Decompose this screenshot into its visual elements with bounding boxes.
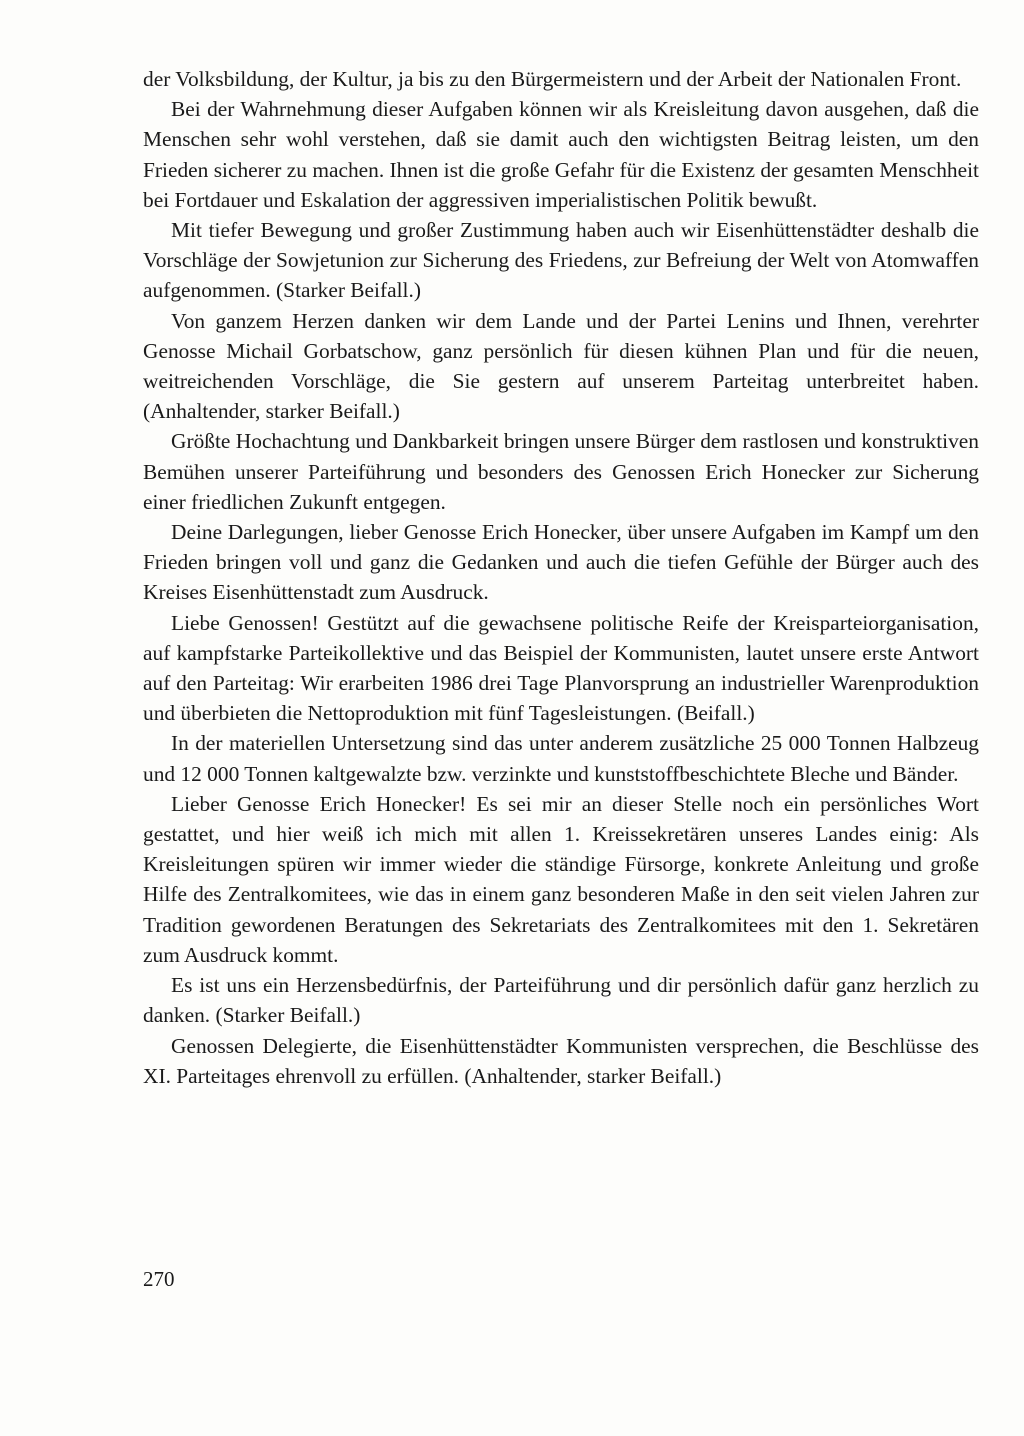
paragraph: Größte Hochachtung und Dankbarkeit bringen unsere Bürger dem rastlosen und konstruktiven Bemühen unserer Parteiführung und besonders des Genossen Erich Honecker zur Sicherung einer friedlichen Zukunft entgegen.: [143, 429, 979, 514]
paragraph: Bei der Wahrnehmung dieser Aufgaben können wir als Kreisleitung davon ausgehen, daß die Menschen sehr wohl verstehen, daß sie damit auch den wichtigsten Beitrag leisten, um den Frieden sicherer zu machen. Ihnen ist die große Gefahr für die Existenz der gesamten Menschheit bei Fortdauer und Eskalation der aggressiven imperialistischen Politik bewußt.: [143, 97, 979, 212]
paragraph: In der materiellen Untersetzung sind das unter anderem zusätzliche 25 000 Tonnen Halbzeug und 12 000 Tonnen kaltgewalzte bzw. verzinkte und kunststoffbeschichtete Bleche und Bänder.: [143, 731, 979, 786]
paragraph: Mit tiefer Bewegung und großer Zustimmung haben auch wir Eisenhüttenstädter deshalb die Vorschläge der Sowjetunion zur Sicherung des Friedens, zur Befreiung der Welt von Atomwaffen aufgenommen. (Starker Beifall.): [143, 218, 979, 303]
paragraph: Deine Darlegungen, lieber Genosse Erich Honecker, über unsere Aufgaben im Kampf um den Frieden bringen voll und ganz die Gedanken und auch die tiefen Gefühle der Bürger auch des Kreises Eisenhüttenstadt zum Ausdruck.: [143, 520, 979, 605]
paragraph: Lieber Genosse Erich Honecker! Es sei mir an dieser Stelle noch ein persönliches Wort gestattet, und hier weiß ich mich mit allen 1. Kreissekretären unseres Landes einig: Als Kreisleitungen spüren wir immer wieder die ständige Fürsorge, konkrete Anleitung und große Hilfe des Zentralkomitees, wie das in einem ganz besonderen Maße in den seit vielen Jahren zur Tradition gewordenen Beratungen des Sekretariats des Zentralkomitees mit den 1. Sekretären zum Ausdruck kommt.: [143, 791, 979, 967]
paragraph: Von ganzem Herzen danken wir dem Lande und der Partei Lenins und Ihnen, verehrter Genosse Michail Gorbatschow, ganz persönlich für diesen kühnen Plan und für die neuen, weitreichenden Vorschläge, die Sie gestern auf unserem Parteitag unterbreitet haben. (Anhaltender, starker Beifall.): [143, 308, 979, 424]
paragraph: Liebe Genossen! Gestützt auf die gewachsene politische Reife der Kreisparteiorganisation, auf kampfstarke Parteikollektive und das Beispiel der Kommunisten, lautet unsere erste Antwort auf den Parteitag: Wir erarbeiten 1986 drei Tage Planvorsprung an industrieller Warenproduktion und überbieten die Nettoproduktion mit fünf Tagesleistungen. (Beifall.): [143, 610, 979, 726]
paragraph: der Volksbildung, der Kultur, ja bis zu den Bürgermeistern und der Arbeit der Nationalen Front.: [143, 67, 962, 91]
body-text: [143, 64, 979, 1091]
page-number: 270: [143, 1267, 175, 1291]
paragraph: Genossen Delegierte, die Eisenhüttenstädter Kommunisten versprechen, die Beschlüsse des XI. Parteitages ehrenvoll zu erfüllen. (Anhaltender, starker Beifall.): [143, 1033, 979, 1088]
paragraph: Es ist uns ein Herzensbedürfnis, der Parteiführung und dir persönlich dafür ganz herzlich zu danken. (Starker Beifall.): [143, 973, 979, 1028]
